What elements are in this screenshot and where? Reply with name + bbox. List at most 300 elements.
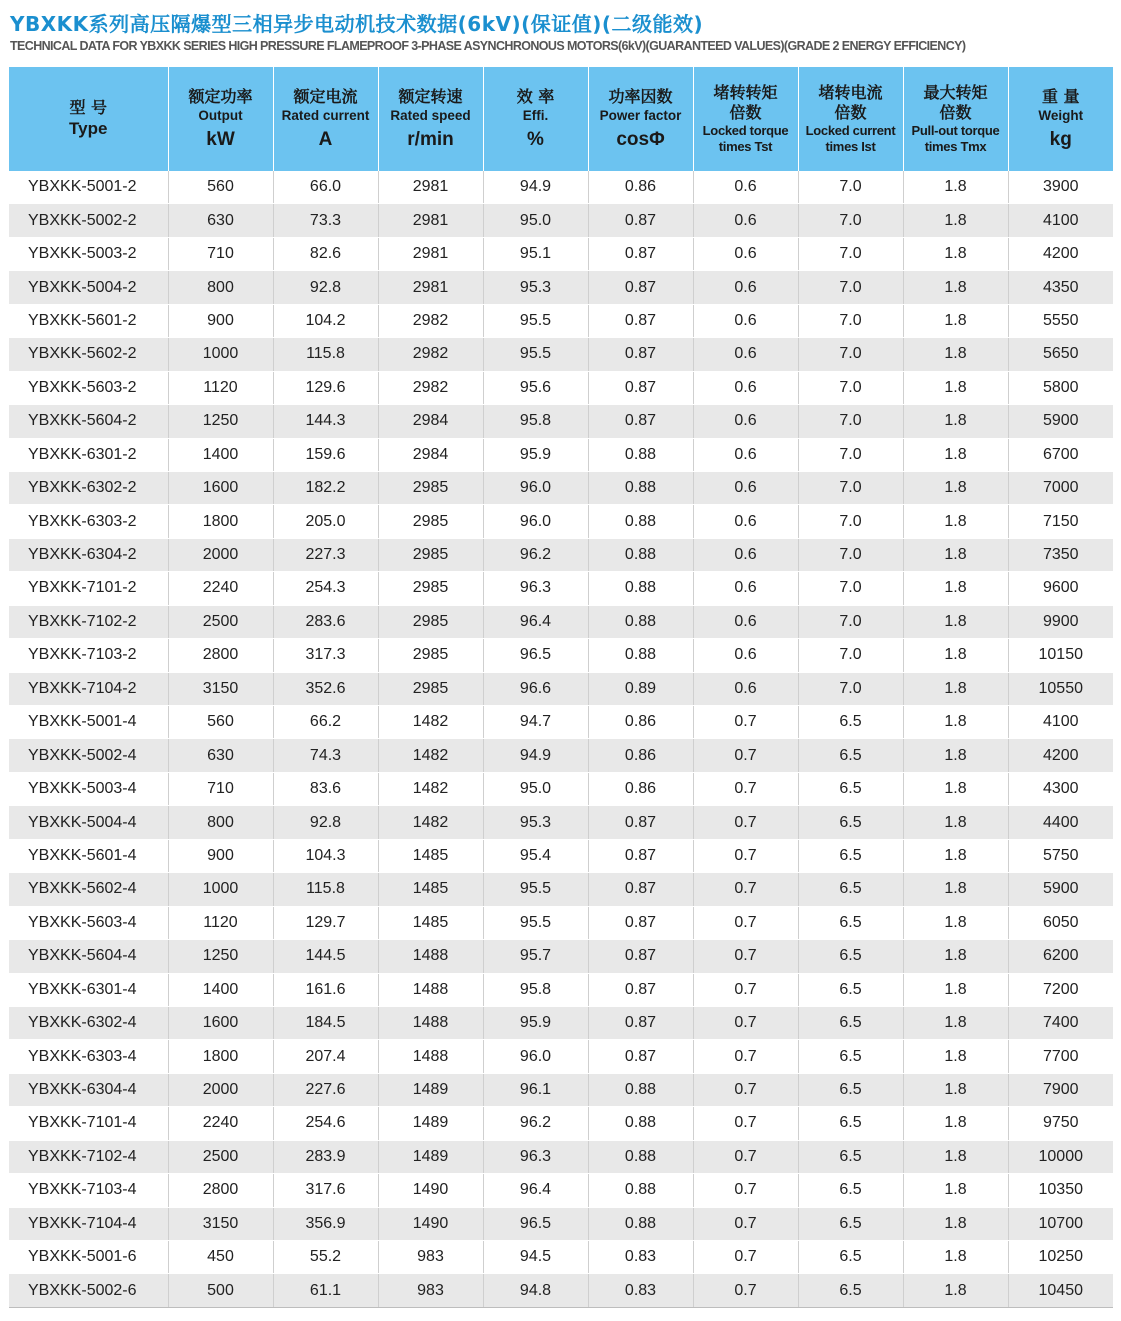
column-header-power-factor (588, 67, 693, 171)
header-en-label: Pull-out torque (911, 123, 1000, 138)
cell-locked-current: 7.0 (798, 405, 903, 438)
table-row (9, 304, 1113, 337)
cell-output: 1120 (168, 371, 273, 404)
cell-locked-torque: 0.6 (693, 438, 798, 471)
header-unit-label: r/min (407, 128, 454, 150)
cell-power-factor: 0.87 (588, 906, 693, 939)
cell-efficiency: 94.9 (483, 171, 588, 204)
cell-power-factor: 0.88 (588, 438, 693, 471)
cell-rated-speed: 1489 (378, 1140, 483, 1173)
table-row (9, 1174, 1113, 1207)
cell-efficiency: 95.5 (483, 304, 588, 337)
cell-pull-out-torque: 1.8 (903, 1006, 1008, 1039)
cell-locked-torque: 0.6 (693, 471, 798, 504)
cell-rated-speed: 1482 (378, 772, 483, 805)
cell-locked-current: 6.5 (798, 839, 903, 872)
cell-output: 800 (168, 271, 273, 304)
cell-rated-current: 227.6 (273, 1073, 378, 1106)
cell-power-factor: 0.87 (588, 940, 693, 973)
cell-output: 2240 (168, 572, 273, 605)
cell-pull-out-torque: 1.8 (903, 906, 1008, 939)
table-row (9, 1107, 1113, 1140)
cell-type: YBXKK-5604-2 (9, 405, 168, 438)
table-row (9, 471, 1113, 504)
cell-efficiency: 95.3 (483, 806, 588, 839)
cell-rated-current: 74.3 (273, 739, 378, 772)
cell-rated-speed: 1489 (378, 1073, 483, 1106)
cell-locked-torque: 0.6 (693, 204, 798, 237)
header-unit-label: cosΦ (616, 128, 665, 150)
cell-locked-torque: 0.6 (693, 639, 798, 672)
cell-locked-current: 6.5 (798, 806, 903, 839)
column-header-output (168, 67, 273, 171)
cell-power-factor: 0.88 (588, 1140, 693, 1173)
table-row (9, 839, 1113, 872)
cell-locked-torque: 0.7 (693, 806, 798, 839)
cell-weight: 10350 (1008, 1174, 1113, 1207)
cell-rated-current: 129.7 (273, 906, 378, 939)
cell-rated-current: 115.8 (273, 873, 378, 906)
cell-rated-current: 184.5 (273, 1006, 378, 1039)
cell-power-factor: 0.87 (588, 204, 693, 237)
cell-rated-current: 283.6 (273, 605, 378, 638)
header-en-label-2: times Tst (718, 139, 773, 154)
cell-pull-out-torque: 1.8 (903, 605, 1008, 638)
cell-rated-speed: 1485 (378, 906, 483, 939)
cell-weight: 4350 (1008, 271, 1113, 304)
cell-power-factor: 0.87 (588, 973, 693, 1006)
cell-locked-current: 7.0 (798, 438, 903, 471)
cell-power-factor: 0.87 (588, 839, 693, 872)
cell-rated-current: 317.6 (273, 1174, 378, 1207)
cell-type: YBXKK-7104-2 (9, 672, 168, 705)
table-row (9, 1207, 1113, 1240)
cell-power-factor: 0.88 (588, 572, 693, 605)
header-row (9, 67, 1113, 171)
cell-locked-torque: 0.7 (693, 1140, 798, 1173)
cell-power-factor: 0.88 (588, 1073, 693, 1106)
cell-power-factor: 0.89 (588, 672, 693, 705)
cell-rated-current: 283.9 (273, 1140, 378, 1173)
cell-efficiency: 96.0 (483, 505, 588, 538)
cell-locked-torque: 0.7 (693, 1006, 798, 1039)
cell-efficiency: 96.5 (483, 639, 588, 672)
header-cn-label-2: 倍数 (729, 103, 762, 122)
cell-efficiency: 96.5 (483, 1207, 588, 1240)
cell-efficiency: 95.3 (483, 271, 588, 304)
cell-output: 630 (168, 739, 273, 772)
cell-weight: 4300 (1008, 772, 1113, 805)
cell-locked-current: 7.0 (798, 304, 903, 337)
cell-type: YBXKK-5001-4 (9, 706, 168, 739)
cell-weight: 10550 (1008, 672, 1113, 705)
cell-rated-speed: 983 (378, 1241, 483, 1274)
cell-locked-torque: 0.6 (693, 237, 798, 270)
cell-locked-current: 7.0 (798, 338, 903, 371)
header-cn-label: 效 率 (516, 86, 555, 106)
cell-locked-torque: 0.7 (693, 940, 798, 973)
cell-locked-current: 7.0 (798, 672, 903, 705)
cell-rated-current: 254.6 (273, 1107, 378, 1140)
cell-output: 500 (168, 1274, 273, 1307)
cell-efficiency: 96.0 (483, 471, 588, 504)
cell-type: YBXKK-7102-4 (9, 1140, 168, 1173)
cell-type: YBXKK-6304-2 (9, 538, 168, 571)
cell-pull-out-torque: 1.8 (903, 1040, 1008, 1073)
cell-locked-current: 7.0 (798, 171, 903, 204)
cell-rated-current: 104.2 (273, 304, 378, 337)
cell-locked-torque: 0.7 (693, 1274, 798, 1307)
cell-weight: 7900 (1008, 1073, 1113, 1106)
cell-locked-current: 6.5 (798, 940, 903, 973)
header-en-label: Effi. (522, 107, 549, 123)
cell-locked-torque: 0.6 (693, 271, 798, 304)
cell-weight: 10250 (1008, 1241, 1113, 1274)
cell-type: YBXKK-5002-4 (9, 739, 168, 772)
cell-output: 450 (168, 1241, 273, 1274)
cell-locked-torque: 0.7 (693, 739, 798, 772)
cell-power-factor: 0.87 (588, 338, 693, 371)
cell-rated-speed: 2981 (378, 237, 483, 270)
header-cn-label-2: 倍数 (939, 103, 972, 122)
cell-rated-speed: 2981 (378, 204, 483, 237)
cell-type: YBXKK-6304-4 (9, 1073, 168, 1106)
cell-rated-speed: 1485 (378, 873, 483, 906)
column-header-pull-out-torque (903, 67, 1008, 171)
table-row (9, 873, 1113, 906)
cell-weight: 7400 (1008, 1006, 1113, 1039)
cell-rated-current: 61.1 (273, 1274, 378, 1307)
cell-output: 710 (168, 772, 273, 805)
cell-rated-current: 317.3 (273, 639, 378, 672)
cell-output: 2240 (168, 1107, 273, 1140)
cell-type: YBXKK-7101-2 (9, 572, 168, 605)
cell-power-factor: 0.83 (588, 1274, 693, 1307)
cell-output: 800 (168, 806, 273, 839)
cell-rated-speed: 2985 (378, 605, 483, 638)
cell-rated-speed: 2982 (378, 304, 483, 337)
cell-pull-out-torque: 1.8 (903, 672, 1008, 705)
cell-efficiency: 95.6 (483, 371, 588, 404)
cell-locked-torque: 0.7 (693, 772, 798, 805)
header-unit-label: A (318, 128, 333, 150)
cell-output: 2500 (168, 1140, 273, 1173)
cell-type: YBXKK-5003-4 (9, 772, 168, 805)
cell-output: 1120 (168, 906, 273, 939)
header-unit-label: kg (1049, 128, 1072, 150)
cell-rated-speed: 2984 (378, 438, 483, 471)
cell-weight: 5650 (1008, 338, 1113, 371)
cell-rated-speed: 2985 (378, 538, 483, 571)
table-row (9, 706, 1113, 739)
cell-locked-current: 6.5 (798, 1241, 903, 1274)
cell-weight: 3900 (1008, 171, 1113, 204)
cell-locked-torque: 0.7 (693, 1107, 798, 1140)
cell-pull-out-torque: 1.8 (903, 505, 1008, 538)
cell-output: 900 (168, 839, 273, 872)
cell-weight: 5900 (1008, 873, 1113, 906)
cell-weight: 4100 (1008, 706, 1113, 739)
cell-rated-speed: 2985 (378, 505, 483, 538)
cell-efficiency: 95.0 (483, 204, 588, 237)
cell-locked-current: 6.5 (798, 1040, 903, 1073)
cell-power-factor: 0.87 (588, 1006, 693, 1039)
cell-rated-current: 115.8 (273, 338, 378, 371)
cell-type: YBXKK-5002-6 (9, 1274, 168, 1307)
cell-rated-speed: 2981 (378, 171, 483, 204)
cell-type: YBXKK-5004-2 (9, 271, 168, 304)
cell-weight: 4400 (1008, 806, 1113, 839)
cell-efficiency: 95.5 (483, 873, 588, 906)
cell-weight: 4100 (1008, 204, 1113, 237)
cell-weight: 6700 (1008, 438, 1113, 471)
cell-pull-out-torque: 1.8 (903, 572, 1008, 605)
header-cn-label: 额定电流 (293, 86, 358, 106)
cell-efficiency: 95.0 (483, 772, 588, 805)
cell-locked-current: 6.5 (798, 1006, 903, 1039)
cell-rated-current: 159.6 (273, 438, 378, 471)
cell-efficiency: 95.5 (483, 906, 588, 939)
cell-rated-current: 83.6 (273, 772, 378, 805)
header-en-label-2: times Tmx (924, 139, 987, 154)
cell-efficiency: 96.3 (483, 1140, 588, 1173)
table-header (9, 67, 1113, 171)
cell-pull-out-torque: 1.8 (903, 271, 1008, 304)
cell-weight: 10000 (1008, 1140, 1113, 1173)
table-row (9, 538, 1113, 571)
header-cn-label: 最大转矩 (923, 83, 988, 102)
cell-rated-speed: 1488 (378, 1006, 483, 1039)
cell-output: 560 (168, 706, 273, 739)
cell-pull-out-torque: 1.8 (903, 839, 1008, 872)
cell-locked-current: 6.5 (798, 1140, 903, 1173)
cell-locked-torque: 0.7 (693, 1174, 798, 1207)
cell-rated-current: 161.6 (273, 973, 378, 1006)
cell-pull-out-torque: 1.8 (903, 405, 1008, 438)
header-unit-label: % (527, 128, 544, 150)
cell-power-factor: 0.88 (588, 639, 693, 672)
cell-pull-out-torque: 1.8 (903, 171, 1008, 204)
cell-locked-torque: 0.7 (693, 973, 798, 1006)
cell-rated-speed: 1482 (378, 706, 483, 739)
cell-type: YBXKK-7104-4 (9, 1207, 168, 1240)
table-row (9, 973, 1113, 1006)
cell-rated-current: 227.3 (273, 538, 378, 571)
table-row (9, 772, 1113, 805)
cell-rated-speed: 2985 (378, 639, 483, 672)
cell-weight: 5550 (1008, 304, 1113, 337)
cell-locked-torque: 0.7 (693, 873, 798, 906)
cell-rated-speed: 2985 (378, 572, 483, 605)
cell-efficiency: 95.1 (483, 237, 588, 270)
table-row (9, 639, 1113, 672)
cell-locked-torque: 0.7 (693, 906, 798, 939)
cell-output: 3150 (168, 672, 273, 705)
cell-power-factor: 0.87 (588, 873, 693, 906)
cell-efficiency: 95.5 (483, 338, 588, 371)
cell-pull-out-torque: 1.8 (903, 438, 1008, 471)
table-row (9, 1140, 1113, 1173)
cell-locked-torque: 0.6 (693, 572, 798, 605)
cell-type: YBXKK-5602-4 (9, 873, 168, 906)
cell-output: 2800 (168, 1174, 273, 1207)
cell-efficiency: 96.6 (483, 672, 588, 705)
cell-output: 2000 (168, 538, 273, 571)
technical-data-table (9, 67, 1113, 1308)
cell-rated-speed: 1490 (378, 1207, 483, 1240)
header-en-label: Type (69, 119, 108, 138)
header-en-label: Output (198, 107, 243, 123)
cell-locked-current: 7.0 (798, 505, 903, 538)
cell-pull-out-torque: 1.8 (903, 1207, 1008, 1240)
cell-efficiency: 96.3 (483, 572, 588, 605)
cell-locked-torque: 0.6 (693, 405, 798, 438)
cell-pull-out-torque: 1.8 (903, 940, 1008, 973)
column-header-locked-torque (693, 67, 798, 171)
cell-power-factor: 0.88 (588, 605, 693, 638)
cell-output: 630 (168, 204, 273, 237)
cell-output: 1000 (168, 338, 273, 371)
cell-type: YBXKK-6303-4 (9, 1040, 168, 1073)
cell-type: YBXKK-5001-6 (9, 1241, 168, 1274)
cell-pull-out-torque: 1.8 (903, 739, 1008, 772)
cell-power-factor: 0.88 (588, 1207, 693, 1240)
cell-efficiency: 96.1 (483, 1073, 588, 1106)
cell-weight: 7000 (1008, 471, 1113, 504)
cell-type: YBXKK-7102-2 (9, 605, 168, 638)
cell-locked-current: 6.5 (798, 873, 903, 906)
cell-rated-speed: 983 (378, 1274, 483, 1307)
cell-pull-out-torque: 1.8 (903, 973, 1008, 1006)
cell-type: YBXKK-5001-2 (9, 171, 168, 204)
cell-weight: 9750 (1008, 1107, 1113, 1140)
table-row (9, 672, 1113, 705)
cell-locked-current: 6.5 (798, 1207, 903, 1240)
cell-power-factor: 0.88 (588, 1174, 693, 1207)
cell-efficiency: 94.9 (483, 739, 588, 772)
cell-rated-speed: 2981 (378, 271, 483, 304)
cell-output: 2500 (168, 605, 273, 638)
cell-locked-current: 7.0 (798, 572, 903, 605)
column-header-type (9, 67, 168, 171)
cell-locked-torque: 0.6 (693, 505, 798, 538)
cell-efficiency: 94.8 (483, 1274, 588, 1307)
cell-weight: 6200 (1008, 940, 1113, 973)
cell-rated-speed: 1488 (378, 973, 483, 1006)
cell-efficiency: 95.9 (483, 1006, 588, 1039)
cell-rated-speed: 2982 (378, 371, 483, 404)
header-en-label: Locked current (805, 123, 896, 138)
cell-output: 710 (168, 237, 273, 270)
cell-locked-torque: 0.7 (693, 706, 798, 739)
cell-rated-speed: 1488 (378, 1040, 483, 1073)
cell-rated-current: 352.6 (273, 672, 378, 705)
cell-locked-torque: 0.6 (693, 171, 798, 204)
cell-output: 1600 (168, 1006, 273, 1039)
cell-power-factor: 0.87 (588, 271, 693, 304)
cell-rated-current: 82.6 (273, 237, 378, 270)
table-row (9, 505, 1113, 538)
cell-power-factor: 0.87 (588, 237, 693, 270)
cell-weight: 7350 (1008, 538, 1113, 571)
column-header-weight (1008, 67, 1113, 171)
column-header-rated-speed (378, 67, 483, 171)
table-row (9, 1006, 1113, 1039)
cell-weight: 9600 (1008, 572, 1113, 605)
cell-power-factor: 0.87 (588, 405, 693, 438)
cell-output: 1250 (168, 405, 273, 438)
cell-power-factor: 0.88 (588, 505, 693, 538)
cell-locked-current: 7.0 (798, 237, 903, 270)
cell-locked-torque: 0.7 (693, 1040, 798, 1073)
cell-efficiency: 96.2 (483, 1107, 588, 1140)
cell-rated-current: 66.2 (273, 706, 378, 739)
header-en-label: Weight (1038, 107, 1084, 123)
cell-efficiency: 96.4 (483, 605, 588, 638)
cell-rated-current: 254.3 (273, 572, 378, 605)
cell-type: YBXKK-6301-2 (9, 438, 168, 471)
cell-locked-torque: 0.6 (693, 338, 798, 371)
cell-output: 1000 (168, 873, 273, 906)
cell-power-factor: 0.86 (588, 706, 693, 739)
page-title: YBXKK系列高压隔爆型三相异步电动机技术数据(6kV)(保证值)(二级能效) (10, 12, 704, 36)
cell-pull-out-torque: 1.8 (903, 1174, 1008, 1207)
cell-type: YBXKK-5002-2 (9, 204, 168, 237)
cell-efficiency: 94.5 (483, 1241, 588, 1274)
cell-locked-current: 7.0 (798, 204, 903, 237)
cell-rated-current: 207.4 (273, 1040, 378, 1073)
cell-type: YBXKK-6301-4 (9, 973, 168, 1006)
header-cn-label: 重 量 (1041, 86, 1080, 106)
cell-type: YBXKK-5601-2 (9, 304, 168, 337)
table-row (9, 806, 1113, 839)
cell-type: YBXKK-5601-4 (9, 839, 168, 872)
table-row (9, 605, 1113, 638)
column-header-locked-current (798, 67, 903, 171)
cell-locked-torque: 0.6 (693, 371, 798, 404)
column-header-efficiency (483, 67, 588, 171)
cell-rated-speed: 2982 (378, 338, 483, 371)
cell-locked-current: 6.5 (798, 1107, 903, 1140)
cell-weight: 5900 (1008, 405, 1113, 438)
table-row (9, 1274, 1113, 1307)
cell-output: 1600 (168, 471, 273, 504)
cell-type: YBXKK-6302-4 (9, 1006, 168, 1039)
cell-power-factor: 0.88 (588, 538, 693, 571)
cell-locked-current: 7.0 (798, 538, 903, 571)
table-row (9, 405, 1113, 438)
cell-rated-current: 73.3 (273, 204, 378, 237)
header-cn-label: 堵转转矩 (713, 83, 778, 102)
cell-locked-current: 7.0 (798, 271, 903, 304)
cell-rated-current: 144.5 (273, 940, 378, 973)
header-cn-label: 额定转速 (398, 86, 463, 106)
cell-pull-out-torque: 1.8 (903, 338, 1008, 371)
cell-locked-current: 6.5 (798, 772, 903, 805)
cell-locked-current: 6.5 (798, 706, 903, 739)
cell-power-factor: 0.87 (588, 371, 693, 404)
cell-weight: 7150 (1008, 505, 1113, 538)
cell-pull-out-torque: 1.8 (903, 639, 1008, 672)
cell-weight: 7700 (1008, 1040, 1113, 1073)
cell-rated-speed: 2985 (378, 471, 483, 504)
cell-type: YBXKK-5602-2 (9, 338, 168, 371)
cell-rated-current: 104.3 (273, 839, 378, 872)
cell-weight: 9900 (1008, 605, 1113, 638)
cell-rated-speed: 1490 (378, 1174, 483, 1207)
cell-pull-out-torque: 1.8 (903, 471, 1008, 504)
cell-locked-current: 6.5 (798, 973, 903, 1006)
